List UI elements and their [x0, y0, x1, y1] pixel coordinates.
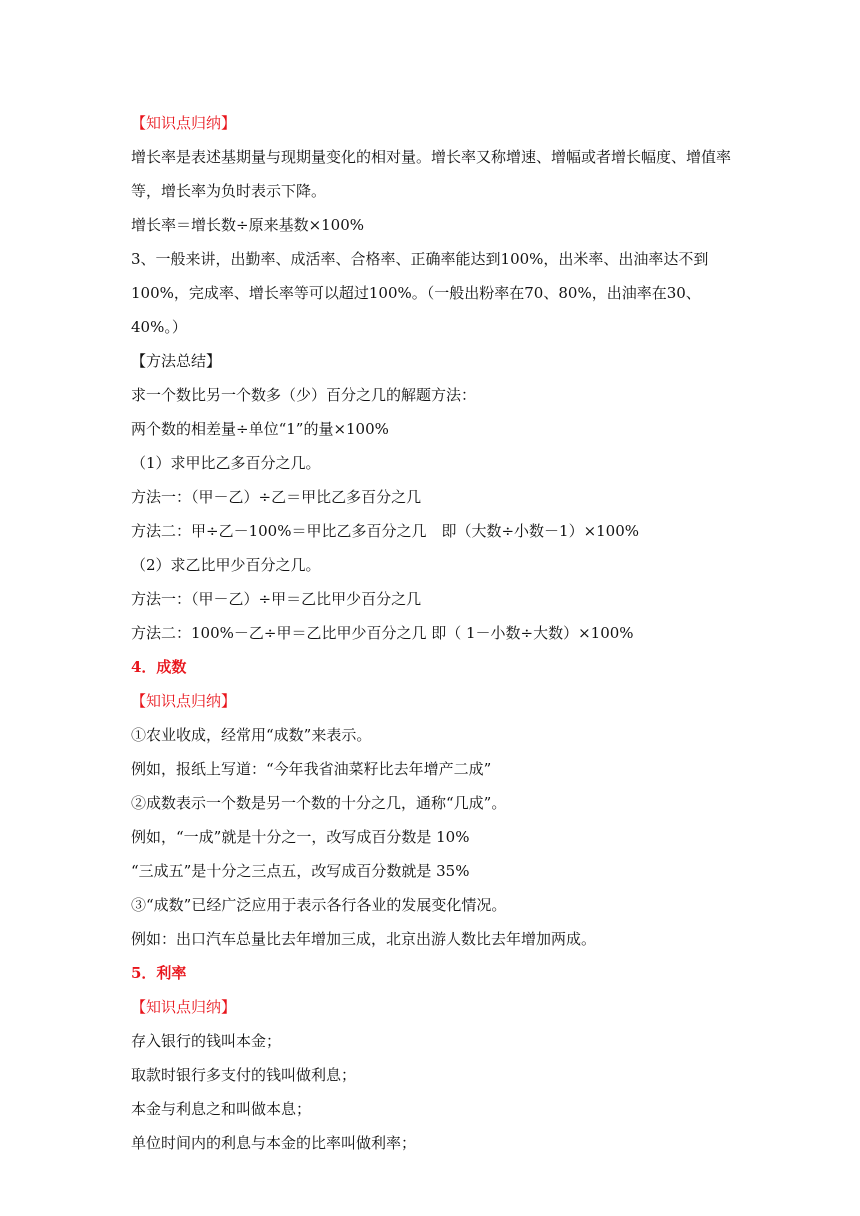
method-formula: 两个数的相差量÷单位“1”的量×100%: [131, 420, 389, 438]
method-intro: 求一个数比另一个数多（少）百分之几的解题方法：: [131, 386, 477, 404]
paragraph-rate-limits: 3、一般来讲，出勤率、成活率、合格率、正确率能达到100%，出米率、出油率达不到100%，完成率、增长率等可以超过100%。（一般出粉率在70、80%，出油率在30、40%。）: [131, 250, 709, 336]
interest-definition: 取款时银行多支付的钱叫做利息；: [131, 1066, 357, 1084]
chengshu-point-three: ③“成数”已经广泛应用于表示各行各业的发展变化情况。: [131, 896, 507, 914]
case-one-title: （1）求甲比乙多百分之几。: [131, 454, 321, 472]
chengshu-example-two: 例如，“一成”就是十分之一，改写成百分数是 10%: [131, 828, 470, 846]
case-one-method-one: 方法一：（甲－乙）÷乙＝甲比乙多百分之几: [131, 488, 422, 506]
formula-growth-rate: 增长率＝增长数÷原来基数×100%: [131, 216, 365, 234]
interest-principal-plus: 本金与利息之和叫做本息；: [131, 1100, 312, 1118]
section-heading-chengshu: 4．成数: [131, 658, 187, 676]
section-heading-interest-rate: 5．利率: [131, 964, 187, 982]
case-two-title: （2）求乙比甲少百分之几。: [131, 556, 321, 574]
paragraph-growth-rate-definition: 增长率是表述基期量与现期量变化的相对量。增长率又称增速、增幅或者增长幅度、增值率等，增长率为负时表示下降。: [131, 148, 731, 200]
section-label-method: 【方法总结】: [131, 352, 222, 370]
section-label-knowledge: 【知识点归纳】: [131, 692, 237, 710]
chengshu-point-one: ①农业收成，经常用“成数”来表示。: [131, 726, 372, 744]
section-label-knowledge: 【知识点归纳】: [131, 998, 237, 1016]
chengshu-point-two: ②成数表示一个数是另一个数的十分之几，通称“几成”。: [131, 794, 507, 812]
section-label-knowledge: 【知识点归纳】: [131, 114, 237, 132]
chengshu-example-four: 例如：出口汽车总量比去年增加三成，北京出游人数比去年增加两成。: [131, 930, 597, 948]
chengshu-example-one: 例如，报纸上写道：“今年我省油菜籽比去年增产二成”: [131, 760, 492, 778]
case-one-method-two: 方法二：甲÷乙－100%＝甲比乙多百分之几 即（大数÷小数－1）×100%: [131, 522, 640, 540]
interest-principal: 存入银行的钱叫本金；: [131, 1032, 282, 1050]
interest-rate-definition: 单位时间内的利息与本金的比率叫做利率；: [131, 1134, 417, 1152]
case-two-method-one: 方法一：（甲－乙）÷甲＝乙比甲少百分之几: [131, 590, 422, 608]
case-two-method-two: 方法二：100%－乙÷甲＝乙比甲少百分之几 即（ 1－小数÷大数）×100%: [131, 624, 634, 642]
chengshu-example-three: “三成五”是十分之三点五，改写成百分数就是 35%: [131, 862, 470, 880]
